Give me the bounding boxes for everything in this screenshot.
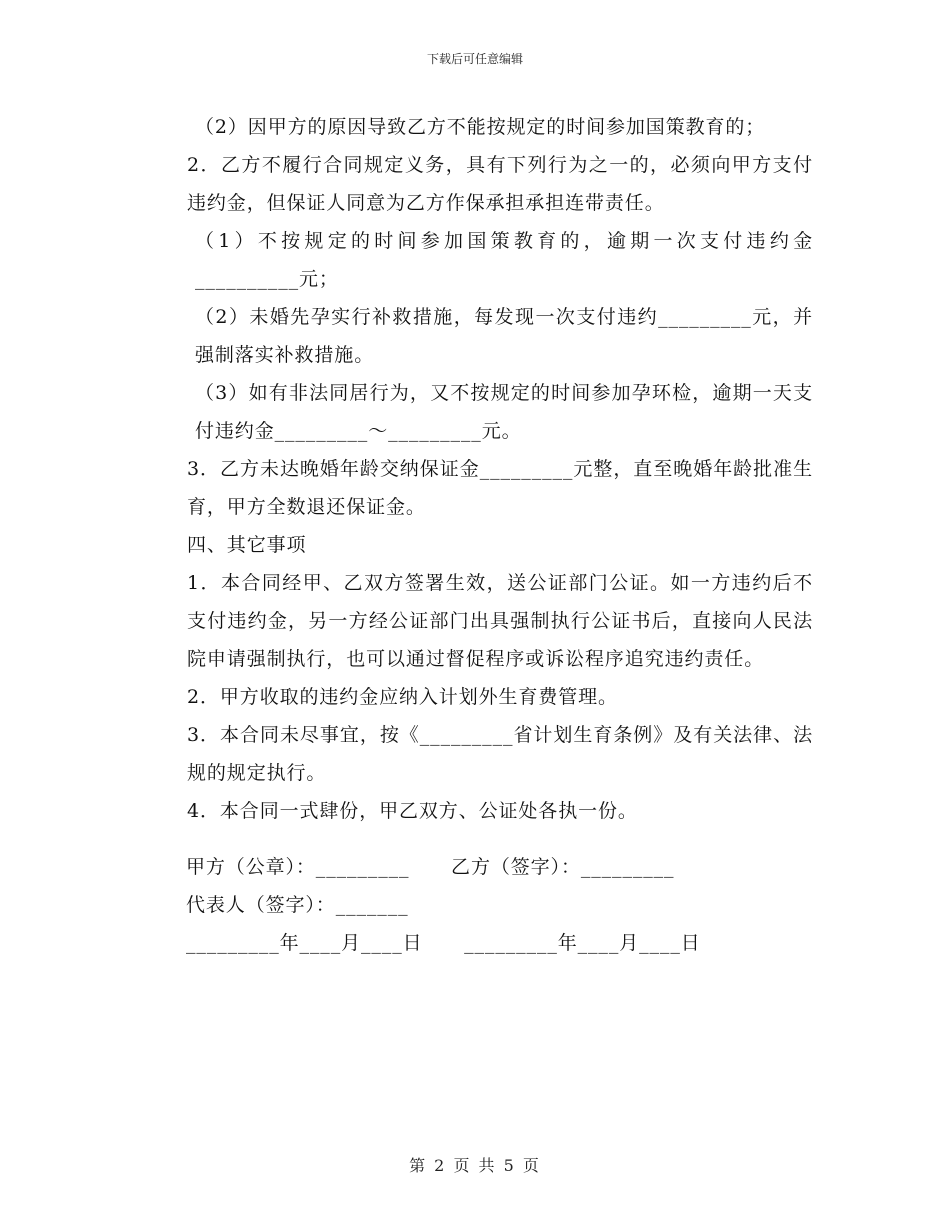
page-number: 第 2 页 共 5 页 <box>409 1156 541 1175</box>
paragraph: 2．甲方收取的违约金应纳入计划外生育费管理。 <box>187 686 618 708</box>
paragraph: 2．乙方不履行合同规定义务，具有下列行为之一的，必须向甲方支付违约金，但保证人同意为乙方作保承担承担连带责任。 <box>187 154 813 214</box>
document-body <box>143 108 813 830</box>
signature-representative-line: 代表人（签字）：_______ <box>186 894 409 916</box>
paragraph: （1）不按规定的时间参加国策教育的，逾期一次支付违约金__________元； <box>195 230 813 290</box>
paragraph: （2）因甲方的原因导致乙方不能按规定的时间参加国策教育的； <box>195 116 766 138</box>
page-header: 下载后可任意编辑 <box>426 52 523 66</box>
signature-party-line: 甲方（公章）：_________ 乙方（签字）：_________ <box>186 856 675 878</box>
paragraph: （3）如有非法同居行为，又不按规定的时间参加孕环检，逾期一天支付违约金_________～_________元。 <box>195 382 813 442</box>
paragraph: 3．本合同未尽事宜，按《_________省计划生育条例》及有关法律、法规的规定执行。 <box>187 724 813 784</box>
signature-date-line: _________年____月____日 _________年____月____日 <box>186 932 701 954</box>
paragraph: （2）未婚先孕实行补救措施，每发现一次支付违约_________元，并强制落实补救措施。 <box>195 306 813 366</box>
paragraph: 1．本合同经甲、乙双方签署生效，送公证部门公证。如一方违约后不支付违约金，另一方经公证部门出具强制执行公证书后，直接向人民法院申请强制执行，也可以通过督促程序或诉讼程序追究违约责任。 <box>187 572 813 670</box>
paragraph: 4．本合同一式肆份，甲乙双方、公证处各执一份。 <box>187 800 638 822</box>
paragraph: 四、其它事项 <box>187 534 307 556</box>
paragraph: 3．乙方未达晚婚年龄交纳保证金_________元整，直至晚婚年龄批准生育，甲方全数退还保证金。 <box>187 458 813 518</box>
